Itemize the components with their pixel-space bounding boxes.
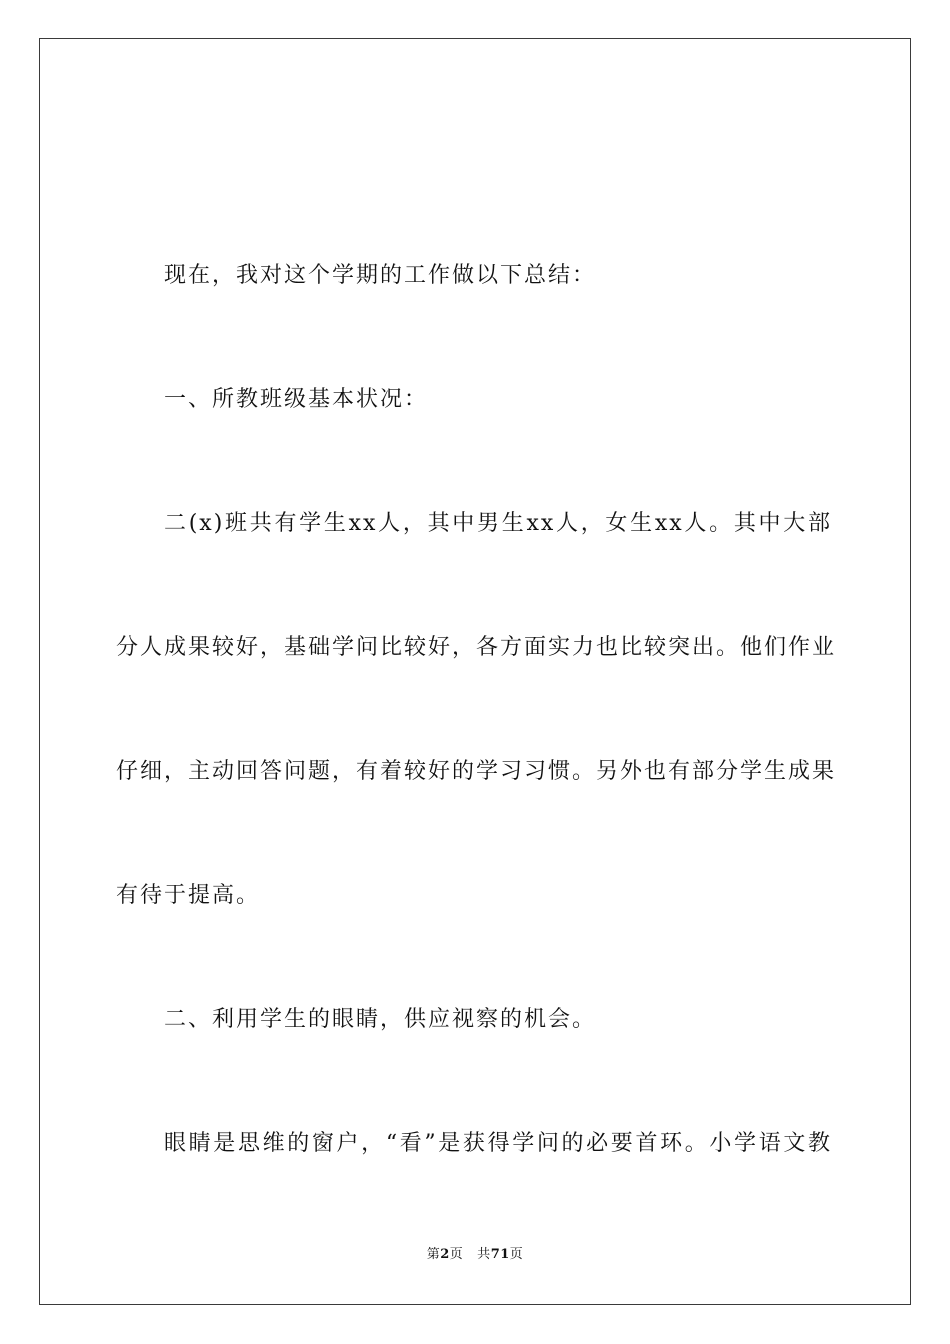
paragraph-class-line-3: 仔细，主动回答问题，有着较好的学习习惯。另外也有部分学生成果: [116, 759, 837, 784]
paragraph-class-line-2: 分人成果较好，基础学问比较好，各方面实力也比较突出。他们作业: [116, 635, 837, 660]
paragraph-eyes-line-1: 眼睛是思维的窗户，“看”是获得学问的必要首环。小学语文教: [164, 1131, 832, 1156]
footer-page-suffix: 页: [449, 1247, 464, 1262]
page-footer: [0, 1247, 950, 1263]
footer-total-prefix: 共: [477, 1247, 491, 1262]
footer-page-number: 2: [440, 1247, 450, 1262]
paragraph-class-line-4: 有待于提高。: [116, 883, 261, 908]
paragraph-class-line-1: 二(x)班共有学生xx人，其中男生xx人，女生xx人。其中大部: [164, 511, 832, 536]
paragraph-intro: 现在，我对这个学期的工作做以下总结：: [164, 263, 597, 288]
page-border: [39, 38, 911, 1305]
heading-class-situation: 一、所教班级基本状况：: [164, 387, 429, 412]
footer-total-suffix: 页: [509, 1247, 524, 1262]
footer-total-pages: 71: [490, 1247, 510, 1262]
heading-observation: 二、利用学生的眼睛，供应视察的机会。: [164, 1007, 597, 1032]
footer-page-prefix: 第: [426, 1247, 441, 1262]
